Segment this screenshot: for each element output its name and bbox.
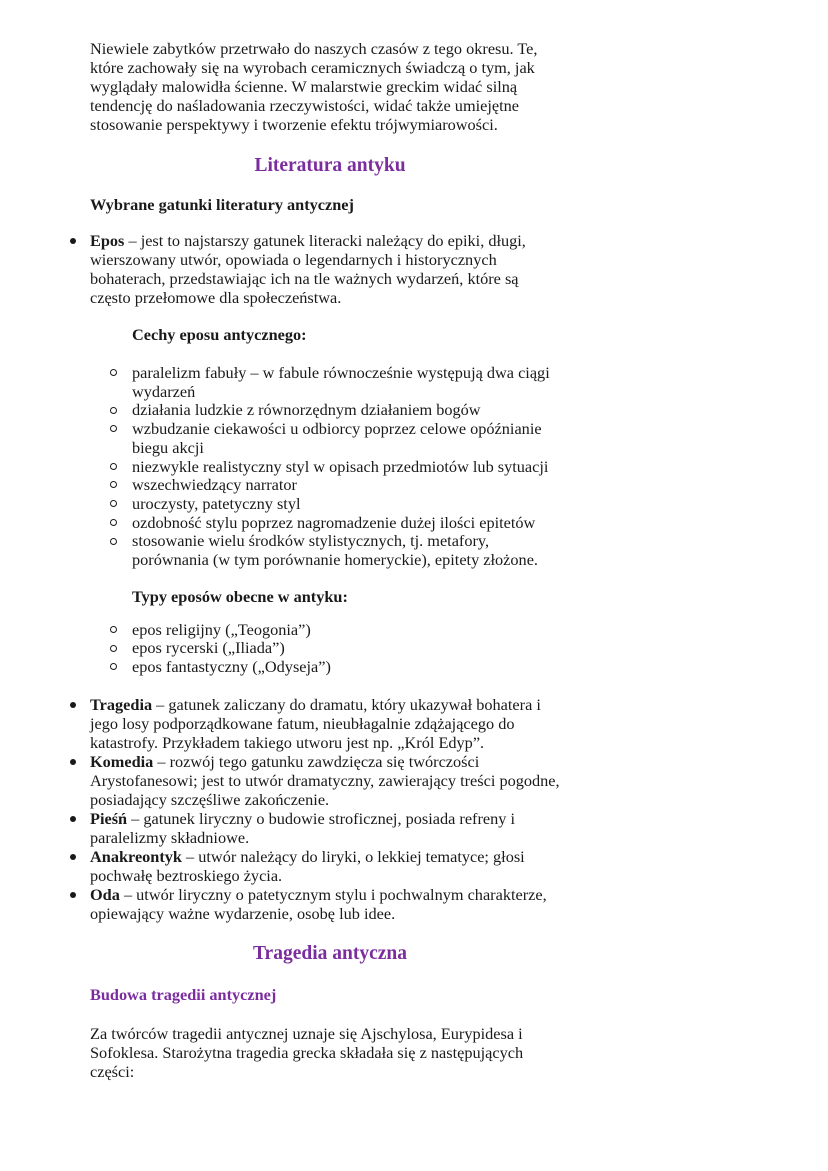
- list-item-komedia: Komedia – rozwój tego gatunku zawdzięcza się twórczości Arystofanesowi; jest to utwór dramatyczny, zawierający treści pogodne, posiadający szczęśliwe zakończenie.: [90, 752, 562, 809]
- bullet-icon: [68, 885, 78, 904]
- features-list: [132, 364, 570, 570]
- list-item: stosowanie wielu środków stylistycznych, tj. metafory, porównania (w tym porównanie homeryckie), epitety złożone.: [132, 532, 570, 569]
- list-item-anakreontyk: Anakreontyk – utwór należący do liryki, o lekkiej tematyce; głosi pochwałę beztroskiego życia.: [90, 847, 562, 885]
- genre-list: [90, 231, 570, 677]
- circle-bullet-icon: [110, 495, 117, 514]
- circle-bullet-icon: [110, 420, 117, 439]
- circle-bullet-icon: [110, 401, 117, 420]
- desc-epos: – jest to najstarszy gatunek literacki należący do epiki, długi, wierszowany utwór, opowiada o legendarnych i historycznych bohaterach, przedstawiając ich na tle ważnych wydarzeń, które są często przełomowe dla społeczeństwa.: [90, 231, 526, 307]
- circle-bullet-icon: [110, 532, 117, 551]
- circle-bullet-icon: [110, 639, 117, 658]
- list-item: epos religijny („Teogonia”): [132, 621, 570, 640]
- subheading-gatunki: Wybrane gatunki literatury antycznej: [90, 195, 354, 214]
- tragedia-paragraph: Za twórców tragedii antycznej uznaje się Ajschylosa, Eurypidesa i Sofoklesa. Starożytna tragedia grecka składała się z następujących części:: [90, 1023, 524, 1081]
- epos-features-block: [132, 325, 550, 677]
- circle-bullet-icon: [110, 364, 117, 383]
- bullet-icon: [68, 752, 78, 771]
- list-item: epos fantastyczny („Odyseja”): [132, 658, 570, 677]
- list-item: uroczysty, patetyczny styl: [132, 495, 570, 514]
- circle-bullet-icon: [110, 658, 117, 677]
- list-item: działania ludzkie z równorzędnym działaniem bogów: [132, 401, 570, 420]
- circle-bullet-icon: [110, 458, 117, 477]
- circle-bullet-icon: [110, 514, 117, 533]
- section-title-tragedia: Tragedia antyczna: [252, 942, 407, 964]
- list-item-epos: [90, 231, 550, 677]
- circle-bullet-icon: [110, 476, 117, 495]
- list-item: niezwykle realistyczny styl w opisach przedmiotów lub sytuacji: [132, 458, 570, 477]
- subheading-budowa: Budowa tragedii antycznej: [90, 984, 277, 1004]
- list-item-tragedia: Tragedia – gatunek zaliczany do dramatu, który ukazywał bohatera i jego losy podporządkowane fatum, nieubłagalnie zdążającego do katastrofy. Przykładem takiego utworu jest np. „Król Edyp”.: [90, 695, 562, 752]
- list-item: ozdobność stylu poprzez nagromadzenie dużej ilości epitetów: [132, 514, 570, 533]
- bullet-icon: [68, 231, 78, 250]
- list-item-piesn: Pieśń – gatunek liryczny o budowie stroficznej, posiada refreny i paralelizmy składniowe.: [90, 809, 562, 847]
- subheading-typy: Typy eposów obecne w antyku:: [132, 586, 348, 606]
- section-title-literatura: Literatura antyku: [254, 155, 406, 176]
- list-item: epos rycerski („Iliada”): [132, 639, 570, 658]
- bullet-icon: [68, 695, 78, 714]
- list-item: wzbudzanie ciekawości u odbiorcy poprzez celowe opóźnianie biegu akcji: [132, 420, 570, 457]
- list-item: wszechwiedzący narrator: [132, 476, 570, 495]
- document-page: [90, 39, 570, 1081]
- intro-paragraph: Niewiele zabytków przetrwało do naszych czasów z tego okresu. Te, które zachowały się na wyrobach ceramicznych świadczą o tym, jak wyglądały malowidła ścienne. W malarstwie greckim widać silną tendencję do naśladowania rzeczywistości, widać także umiejętne stosowanie perspektywy i tworzenie efektu trójwymiarowości.: [90, 39, 538, 134]
- types-list: [132, 621, 570, 677]
- list-item-oda: Oda – utwór liryczny o patetycznym stylu i pochwalnym charakterze, opiewający ważne wydarzenie, osobę lub idee.: [90, 885, 562, 923]
- list-item: paralelizm fabuły – w fabule równocześnie występują dwa ciągi wydarzeń: [132, 364, 570, 401]
- bullet-icon: [68, 847, 78, 866]
- circle-bullet-icon: [110, 621, 117, 640]
- bullet-icon: [68, 809, 78, 828]
- subheading-cechy: Cechy eposu antycznego:: [132, 325, 307, 344]
- term-epos: Epos: [90, 231, 125, 250]
- genre-list-2: [90, 695, 562, 923]
